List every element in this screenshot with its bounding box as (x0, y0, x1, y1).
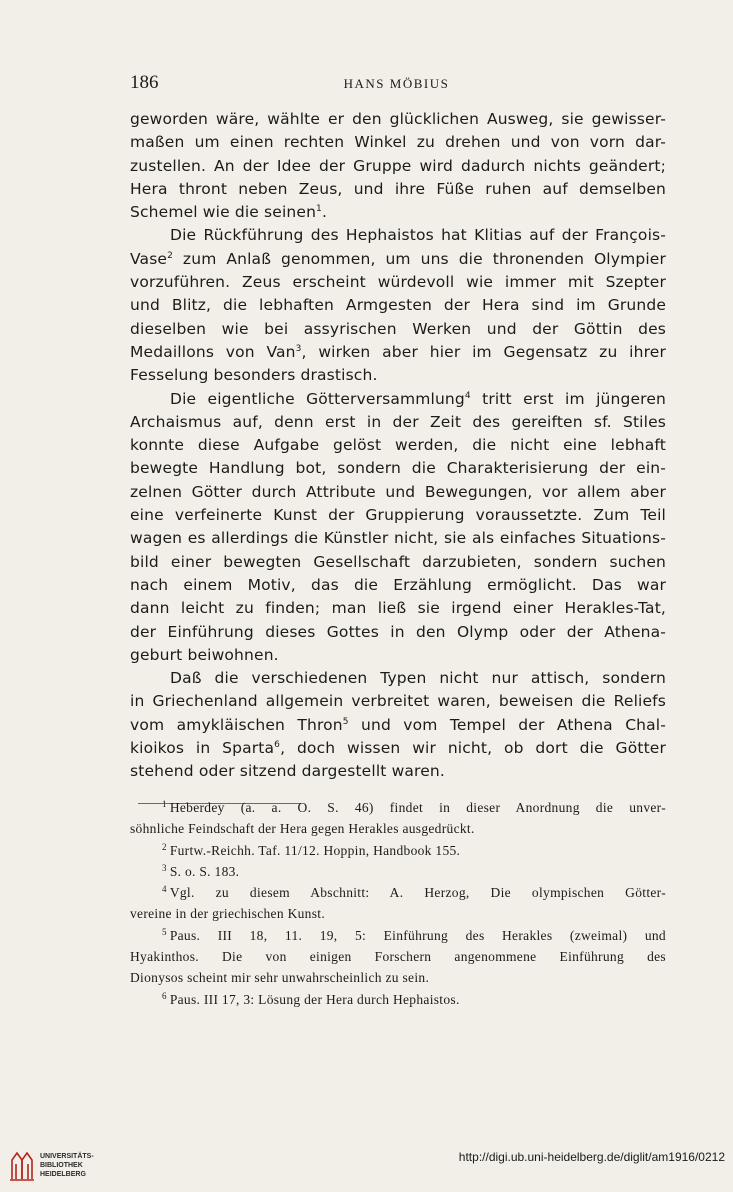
footnote-ref[interactable]: 2 (167, 250, 174, 261)
footnote-ref[interactable]: 3 (295, 343, 302, 354)
footnotes (130, 797, 666, 1010)
footnote-ref[interactable]: 4 (464, 390, 471, 401)
text-line: Archaismus auf, denn erst in der Zeit des gereiften sf. Stiles (130, 412, 666, 431)
text-line: vom amykläischen Thron$^5$ und vom Tempel der Athena Chal- (130, 715, 666, 734)
footnote-mark: 5 (162, 926, 167, 937)
footnote-line: $^6$ Paus. III 17, 3: Lösung der Hera durch Hephaistos. (162, 990, 460, 1007)
text-line: zelnen Götter durch Attribute und Bewegungen, vor allem aber (130, 482, 666, 501)
page-header (130, 72, 663, 92)
text-line: bild einer bewegten Gesellschaft darzubieten, sondern suchen (130, 552, 666, 571)
footnote-mark: 1 (162, 799, 167, 809)
footnote-line: söhnliche Feindschaft der Hera gegen Herakles ausgedrückt. (130, 821, 475, 837)
text-line: stehend oder sitzend dargestellt waren. (130, 762, 445, 781)
footnote-line: $^3$ S. o. S. 183. (162, 862, 240, 879)
footnote-line: $^1$ Heberdey (a. a. O. S. 46) findet in dieser Anordnung die unver- (162, 799, 666, 815)
text-line: Medaillons von Van$^3$, wirken aber hier im Gegensatz zu ihrer (130, 342, 666, 361)
text-line: Die eigentliche Götterversammlung$^4$ tritt erst im jüngeren (170, 389, 666, 408)
footnote-mark: 3 (162, 862, 167, 873)
text-line: konnte diese Aufgabe gelöst werden, die nicht eine lebhaft (130, 436, 666, 455)
footnote-ref[interactable]: 5 (342, 716, 349, 727)
text-line: in Griechenland allgemein verbreitet waren, beweisen die Reliefs (130, 692, 666, 711)
running-head: HANS MÖBIUS (343, 76, 450, 91)
text-line: vorzuführen. Zeus erscheint würdevoll wie immer mit Szepter (130, 273, 666, 292)
footnote-line: $^5$ Paus. III 18, 11. 19, 5: Einführung des Herakles (zweimal) und (162, 926, 666, 943)
footnote-ref[interactable]: 6 (274, 740, 281, 751)
library-logo-icon (8, 1148, 36, 1182)
text-line: dann leicht zu finden; man ließ sie irgend einer Herakles-Tat, (130, 599, 666, 618)
footnote-line: $^2$ Furtw.-Reichh. Taf. 11/12. Hoppin, Handbook 155. (162, 841, 461, 858)
footnote-mark: 4 (162, 884, 167, 895)
text-line: kioikos in Sparta$^6$, doch wissen wir nicht, ob dort die Götter (130, 739, 666, 758)
page-number: 186 (130, 72, 159, 93)
text-line: Die Rückführung des Hephaistos hat Klitias auf der François- (170, 226, 666, 245)
text-line: wagen es allerdings die Künstler nicht, sie als einfaches Situations- (130, 529, 666, 548)
page-footer (0, 1142, 733, 1192)
footnote-line: vereine in der griechischen Kunst. (130, 906, 326, 922)
text-line: und Blitz, die lebhaften Armgesten der Hera sind im Grunde (130, 296, 666, 315)
footnote-line: $^4$ Vgl. zu diesem Abschnitt: A. Herzog, Die olympischen Götter- (162, 884, 666, 901)
text-line: geburt beiwohnen. (130, 645, 279, 664)
text-line: maßen um einen rechten Winkel zu drehen und von vorn dar- (130, 133, 666, 152)
footnote-mark: 6 (162, 990, 167, 1001)
text-line: nach einem Motiv, das die Erzählung ermöglicht. Das war (130, 575, 666, 594)
text-line: dieselben wie bei assyrischen Werken und der Göttin des (130, 319, 666, 338)
text-line: Schemel wie die seinen$^1$. (130, 203, 328, 222)
text-line: eine verfeinerte Kunst der Gruppierung voraussetzte. Zum Teil (130, 506, 666, 525)
source-url-link[interactable]: http://digi.ub.uni-heidelberg.de/diglit/am1916/0212 (458, 1150, 725, 1164)
footnote-ref[interactable]: 1 (316, 204, 322, 215)
text-line: der Einführung dieses Gottes in den Olymp oder der Athena- (130, 622, 666, 641)
footnote-mark: 2 (162, 841, 167, 852)
text-line: Daß die verschiedenen Typen nicht nur attisch, sondern (170, 669, 666, 688)
library-name: UNIVERSITÄTS- BIBLIOTHEK HEIDELBERG (40, 1153, 94, 1178)
text-line: bewegte Handlung bot, sondern die Charakterisierung der ein- (130, 459, 666, 478)
footnote-line: Dionysos scheint mir sehr unwahrscheinlich zu sein. (130, 970, 430, 986)
text-line: zustellen. An der Idee der Gruppe wird dadurch nichts geändert; (130, 156, 666, 175)
text-line: geworden wäre, wählte er den glücklichen Ausweg, sie gewisser- (130, 110, 666, 128)
footnote-line: Hyakinthos. Die von einigen Forschern angenommene Einführung des (130, 949, 666, 965)
body-text (130, 108, 666, 784)
text-line: Vase$^2$ zum Anlaß genommen, um uns die thronenden Olympier (130, 249, 666, 268)
text-line: Hera thront neben Zeus, und ihre Füße ruhen auf demselben (130, 179, 666, 198)
text-line: Fesselung besonders drastisch. (130, 366, 378, 385)
